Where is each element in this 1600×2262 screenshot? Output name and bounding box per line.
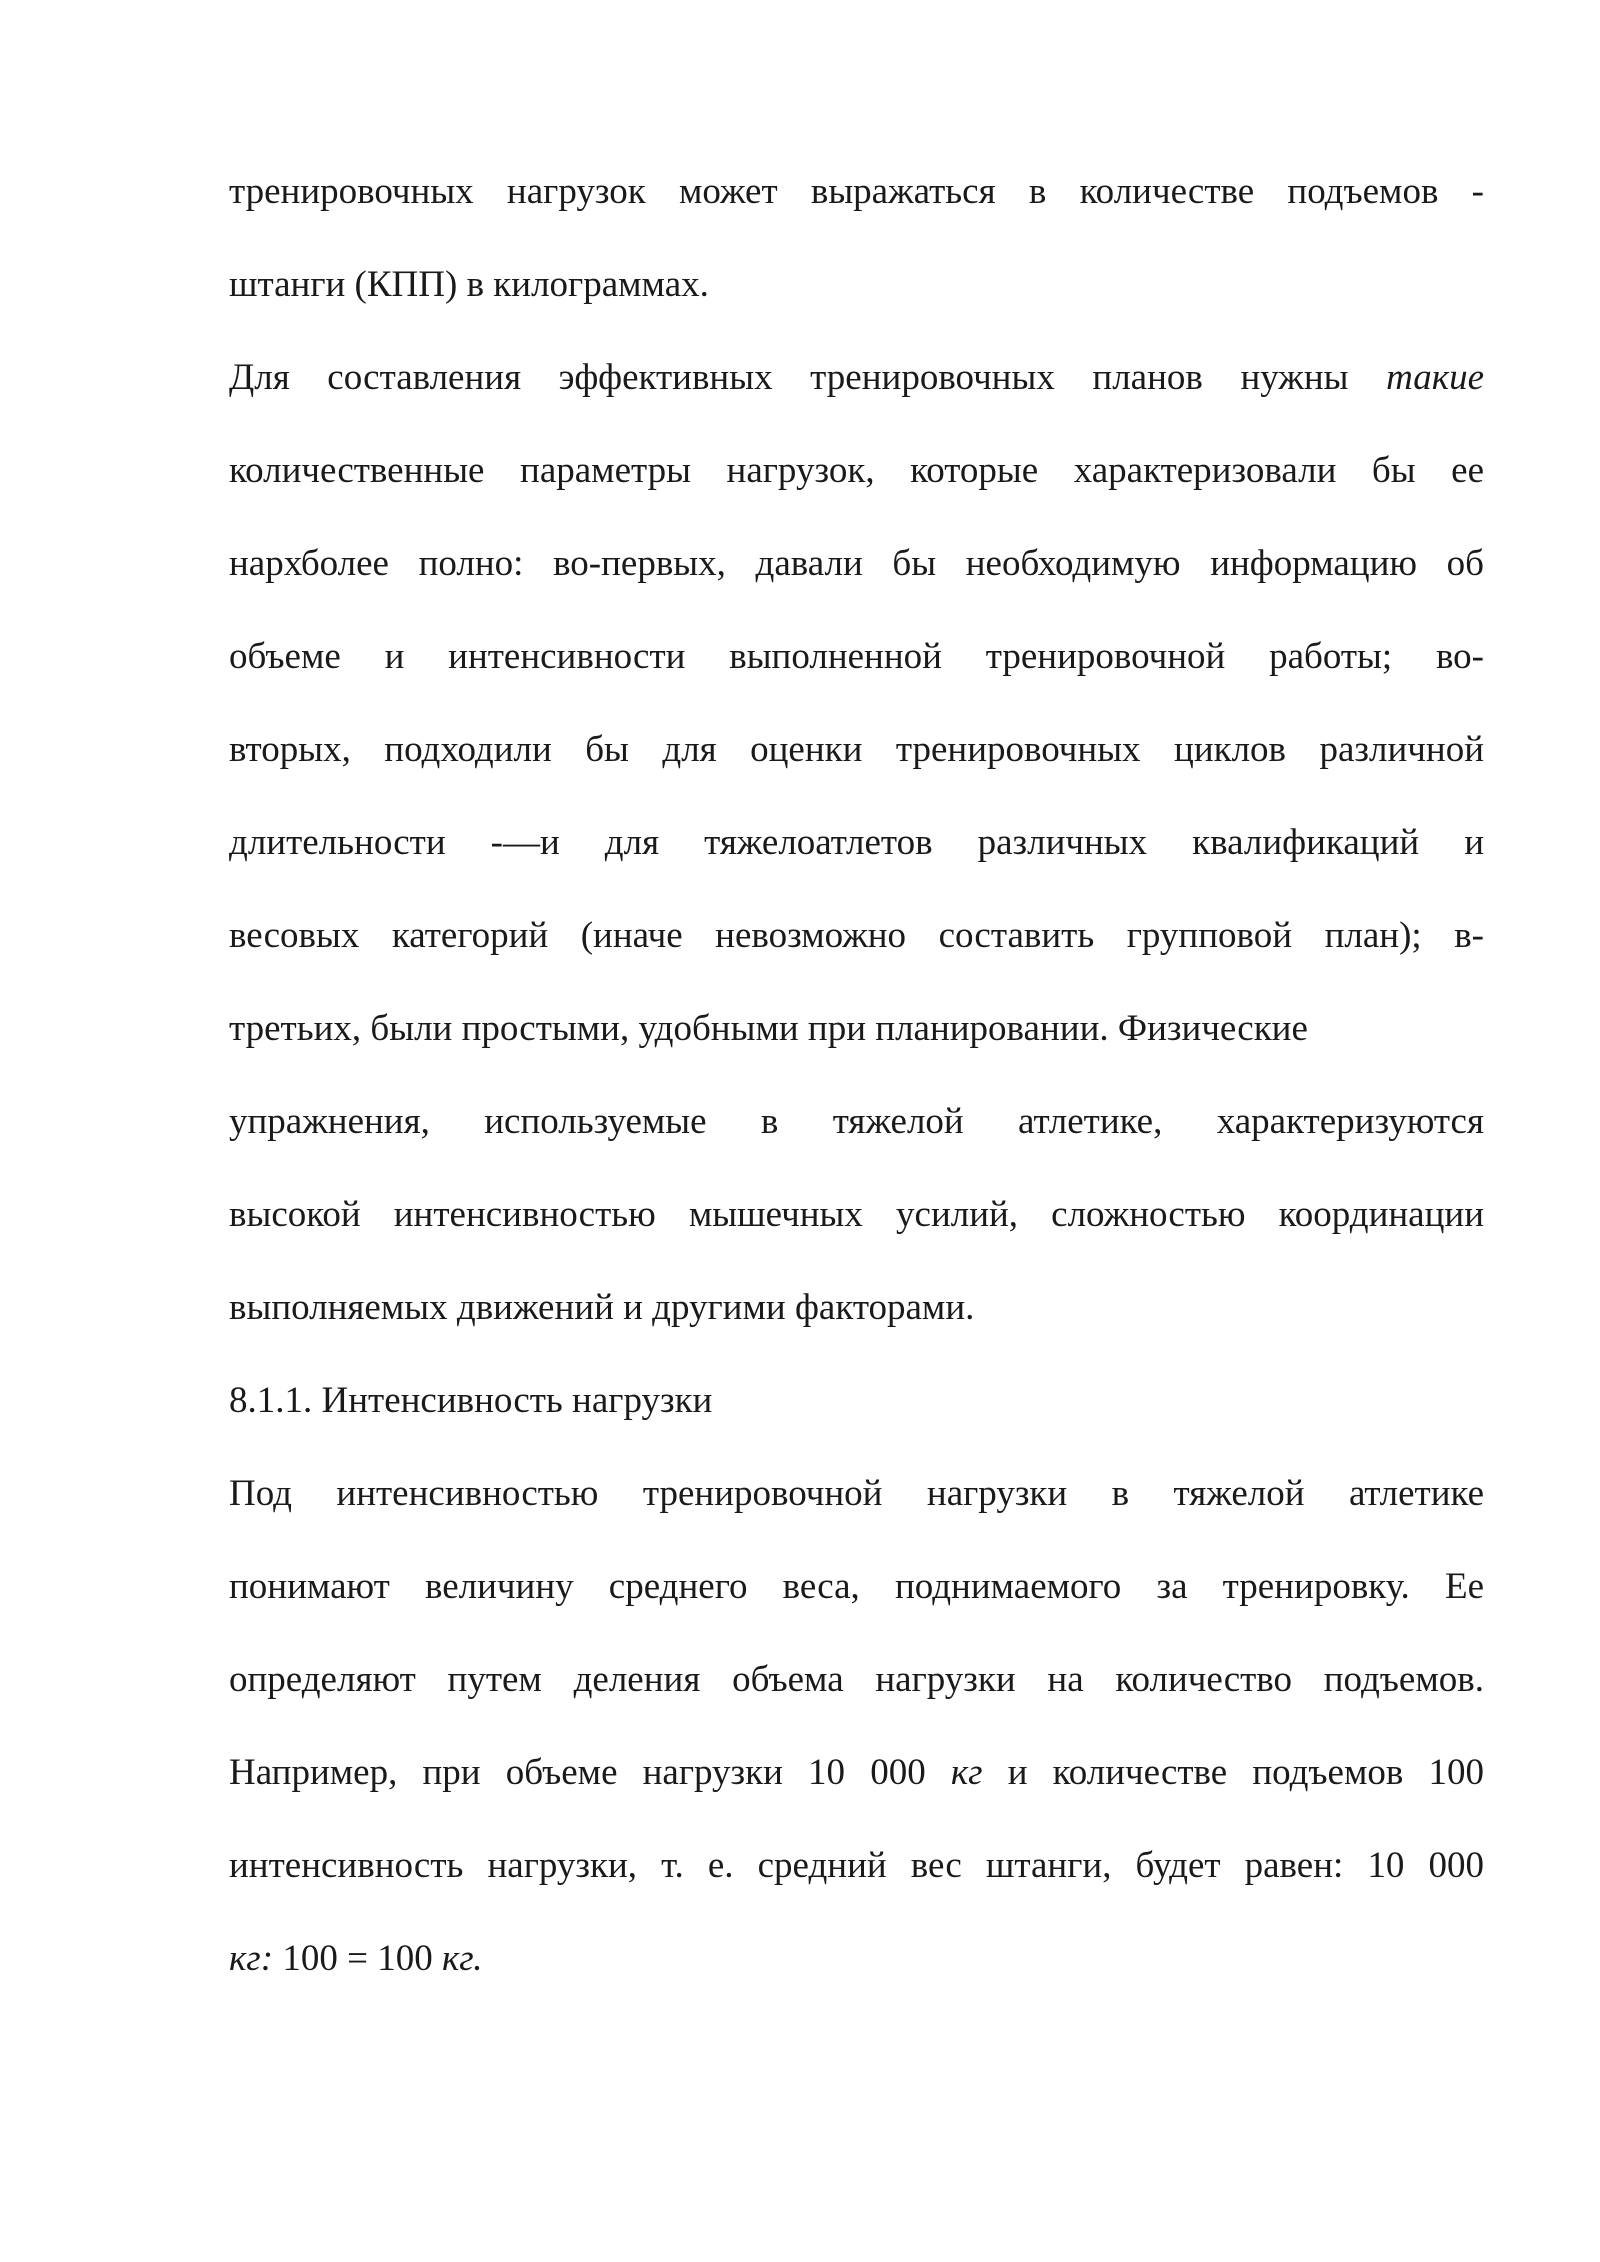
text-line: [229, 1726, 1484, 1819]
italic-unit: кг:: [229, 1938, 274, 1979]
text-line: интенсивность нагрузки, т. е. средний вес штанги, будет равен: 10 000: [229, 1845, 1484, 1886]
document-body: [229, 145, 1484, 2005]
text-line: [229, 1912, 1484, 2005]
text-fragment: Например, при объеме нагрузки 10 000: [229, 1752, 951, 1793]
text-line: высокой интенсивностью мышечных усилий, сложностью координации: [229, 1194, 1484, 1235]
italic-word: такие: [1386, 357, 1484, 398]
text-line: упражнения, используемые в тяжелой атлетике, характеризуются: [229, 1101, 1484, 1142]
text-line: тренировочных нагрузок может выражаться в количестве подъемов -: [229, 171, 1484, 212]
section-heading: 8.1.1. Интенсивность нагрузки: [229, 1380, 713, 1421]
text-line: [229, 331, 1484, 424]
text-line: понимают величину среднего веса, поднимаемого за тренировку. Ее: [229, 1566, 1484, 1607]
text-fragment: и количестве подъемов 100: [982, 1752, 1484, 1793]
text-line: длительности -—и для тяжелоатлетов различных квалификаций и: [229, 822, 1484, 863]
text-line: третьих, были простыми, удобными при планировании. Физические: [229, 1008, 1308, 1049]
text-line: выполняемых движений и другими факторами.: [229, 1287, 975, 1328]
text-line: нархболее полно: во-первых, давали бы необходимую информацию об: [229, 543, 1484, 584]
text-fragment: Для составления эффективных тренировочных планов нужны: [229, 357, 1387, 398]
text-line: определяют путем деления объема нагрузки на количество подъемов.: [229, 1659, 1484, 1700]
text-line: объеме и интенсивности выполненной тренировочной работы; во-: [229, 636, 1484, 677]
italic-unit: кг.: [441, 1938, 483, 1979]
text-line: количественные параметры нагрузок, которые характеризовали бы ее: [229, 450, 1484, 491]
text-fragment: 100 = 100: [273, 1938, 442, 1979]
text-line: Под интенсивностью тренировочной нагрузки в тяжелой атлетике: [229, 1473, 1484, 1514]
text-line: штанги (КПП) в килограммах.: [229, 264, 709, 305]
text-line: вторых, подходили бы для оценки тренировочных циклов различной: [229, 729, 1484, 770]
text-line: весовых категорий (иначе невозможно составить групповой план); в-: [229, 915, 1484, 956]
italic-unit: кг: [950, 1752, 983, 1793]
